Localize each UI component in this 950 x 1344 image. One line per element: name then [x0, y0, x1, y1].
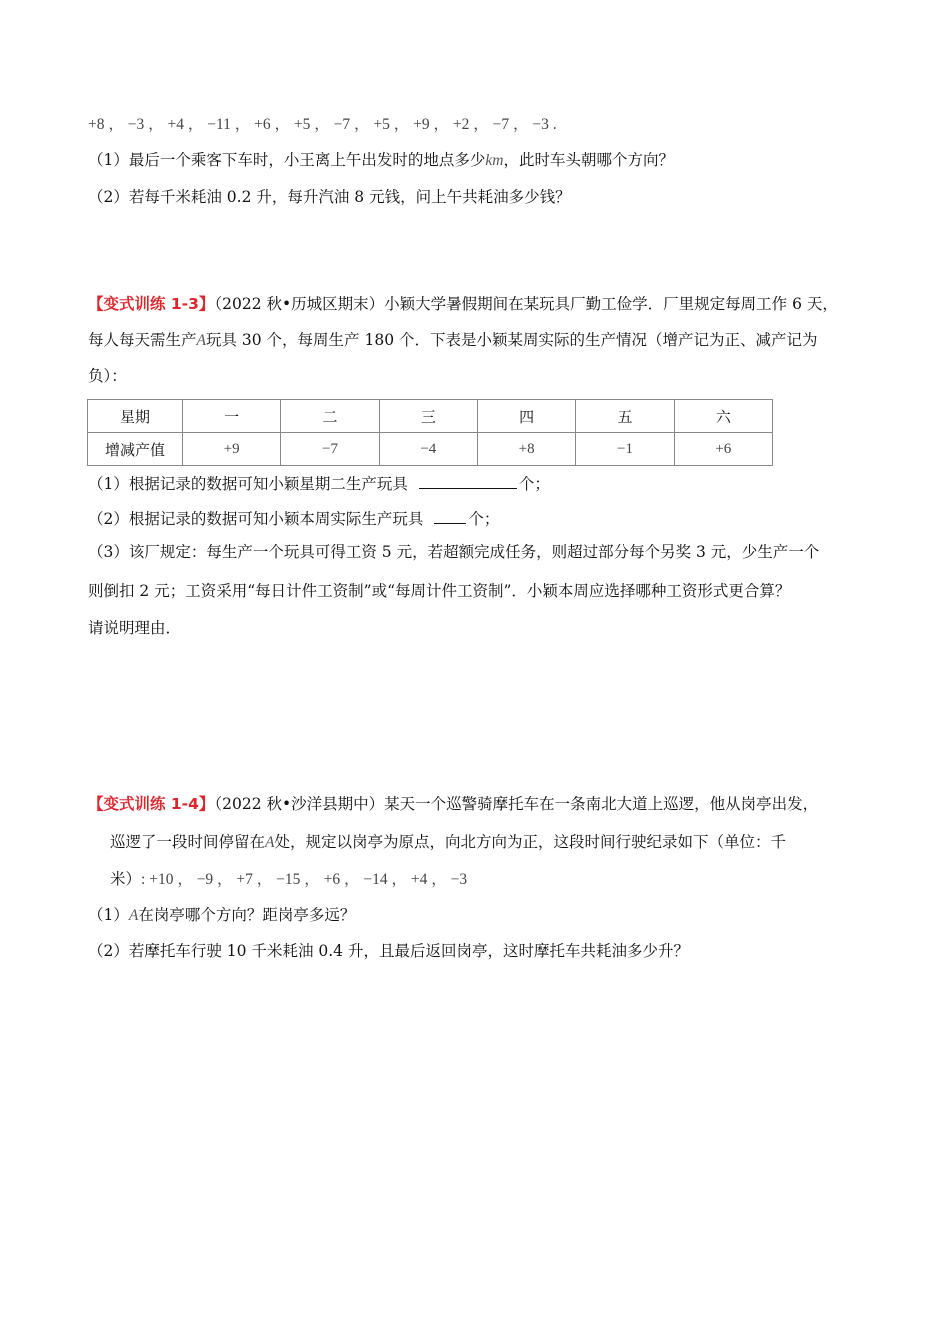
question-1-text-a: （1）最后一个乘客下车时，小王离上午出发时的地点多少 [88, 151, 486, 169]
table-cell: 一 [183, 400, 281, 433]
exercise-1-3-question-1 [88, 473, 550, 495]
exercise-1-4-line-1 [88, 793, 818, 815]
exercise-1-4-intro: （2022 秋•沙洋县期中）某天一个巡警骑摩托车在一条南北大道上巡逻，他从岗亭出发， [214, 795, 819, 813]
table-cell: +8 [477, 433, 575, 466]
exercise-1-4-question-1 [88, 904, 355, 927]
table-cell: 三 [379, 400, 477, 433]
exercise-1-4-line-3 [110, 868, 467, 891]
table-cell: −7 [281, 433, 379, 466]
table-cell: 星期 [88, 400, 183, 433]
exercise-1-3-text-b: 玩具 30 个，每周生产 180 个．下表是小颖某周实际的生产情况（增产记为正、减产记为 [205, 331, 818, 349]
exercise-1-3-question-2 [88, 508, 499, 530]
table-header-row [88, 400, 773, 433]
table-cell: 增减产值 [88, 433, 183, 466]
table-row [88, 433, 773, 466]
exercise-1-4-line-2 [110, 831, 786, 854]
question-1-suffix: 个； [518, 475, 550, 493]
exercise-1-3-question-3-line-1: （3）该厂规定：每生产一个玩具可得工资 5 元，若超额完成任务，则超过部分每个另奖 3 元，少生产一个 [88, 543, 820, 561]
question-2-suffix: 个； [468, 510, 500, 528]
unit-km: km [485, 152, 504, 169]
record-numbers: +8 ， −3 ， +4 ， −11 ， +6 ， +5 ， −7 ， +5 ， +9 ， +2 ， −7 ， −3 . [88, 116, 557, 133]
exercise-1-3-line-3: 负）： [88, 367, 127, 385]
question-1 [88, 149, 674, 172]
unit-note: 米） [110, 870, 142, 888]
exercise-1-3-question-3-line-2: 则倒扣 2 元；工资采用“每日计件工资制”或“每周计件工资制”．小颖本周应选择哪种工资形式更合算？ [88, 582, 791, 600]
question-1-text: （1）根据记录的数据可知小颖星期二生产玩具 [88, 475, 408, 493]
variable-a: A [196, 332, 206, 349]
exercise-1-3-tag: 【变式训练 1-3】 [88, 295, 215, 313]
production-table [87, 399, 773, 466]
exercise-1-3-line-2 [88, 329, 818, 352]
table-cell: 四 [477, 400, 575, 433]
table-cell: 二 [281, 400, 379, 433]
table-cell: +9 [183, 433, 281, 466]
question-1-text: 在岗亭哪个方向？距岗亭多远？ [138, 906, 356, 924]
exercise-1-3-line-1 [88, 293, 838, 315]
variable-a: A [128, 907, 139, 924]
exercise-1-4-tag: 【变式训练 1-4】 [88, 795, 215, 813]
exercise-1-4-text-a: 巡逻了一段时间停留在 [110, 833, 266, 851]
table-cell: 五 [576, 400, 674, 433]
table-cell: −4 [379, 433, 477, 466]
exercise-1-3-intro: （2022 秋•历城区期末）小颖大学暑假期间在某玩具厂勤工俭学．厂里规定每周工作 6 天， [214, 295, 838, 313]
variable-a: A [265, 834, 275, 851]
exercise-1-3-text-a: 每人每天需生产 [88, 331, 197, 349]
question-1-number: （1） [88, 906, 129, 924]
table-cell: −1 [576, 433, 674, 466]
answer-blank[interactable] [434, 509, 466, 524]
exercise-1-4-text-b: 处，规定以岗亭为原点，向北方向为正，这段时间行驶纪录如下（单位：千 [274, 833, 786, 851]
question-1-text-b: ，此时车头朝哪个方向？ [503, 151, 674, 169]
exercise-1-4-question-2: （2）若摩托车行驶 10 千米耗油 0.4 升，且最后返回岗亭，这时摩托车共耗油多少升？ [88, 942, 689, 960]
patrol-numbers: : +10 ， −9 ， +7 ， −15 ， +6 ， −14 ， +4 ， −3 [141, 871, 468, 888]
exercise-1-3-question-3-line-3: 请说明理由． [88, 619, 182, 637]
table-cell: +6 [674, 433, 772, 466]
question-2: （2）若每千米耗油 0.2 升，每升汽油 8 元钱，问上午共耗油多少钱？ [88, 188, 571, 206]
table-cell: 六 [674, 400, 772, 433]
answer-blank[interactable] [419, 474, 517, 489]
question-2-text: （2）根据记录的数据可知小颖本周实际生产玩具 [88, 510, 424, 528]
